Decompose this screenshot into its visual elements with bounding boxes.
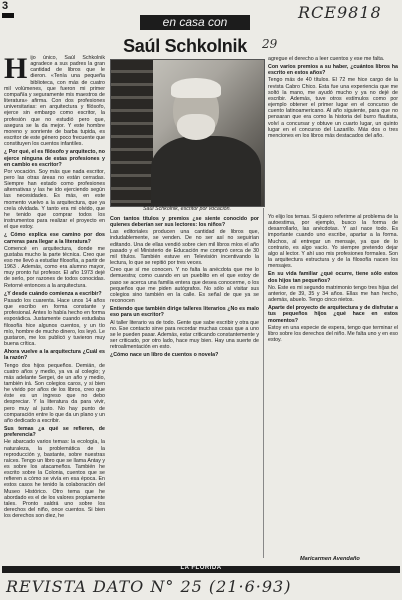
author-photo — [110, 59, 265, 207]
answer: Creo que sí me conocen. Y no falta la anécdota que me lo demuestra; como cuando en un pueblito en el que estoy de paso se acerca una familia entera que desea conocerme, o los pequeños que me piden autógrafos. No sólo al visitar sus colegios sino también en la calle. Es señal de que ya se reconocen — [110, 267, 259, 305]
question: ¿ Cómo explica ese camino por dos carreras para llegar a la literatura? — [4, 232, 105, 245]
answer: Tengo dos hijos pequeños. Demián, de cuatro años y medio, ya va al colegio; y más adelante Sergei, de un año y medio, también irá. Son colegios caros, y si bien he vivido por años de los libros, creo que éste es un ingreso que no debo despreciar. Y la literatura da para vivir, pero muy al justo. No hay punto de comparación entre lo que da un plano y un año dedicado a escribir. — [4, 362, 105, 424]
section-header: en casa con — [140, 15, 250, 30]
question: Entiendo que también dirige talleres literarios ¿No es malo eso para un escritor? — [110, 306, 259, 319]
headline: Saúl Schkolnik — [123, 36, 247, 56]
answer: Comencé en arquitectura, donde me gustaba mucho la parte técnica. Creo que eso me llevó a estudiar filosofía, a partir de 1963 . Además, como era alumno mayor, muy pronto fui profesor. El año 1973 dejé de serlo, por razones de todos conocidas. Retorné entonces a la arquitectura. — [4, 245, 105, 289]
question: ¿Cómo nace un libro de cuentos o novela? — [110, 352, 219, 359]
question: ¿Y desde cuándo comienza a escribir? — [4, 290, 102, 297]
corner-bar — [2, 13, 14, 18]
answer: Pasado los cuarenta. Hace unos 14 años que escribo en forma constante y profesional. Antes lo había hecho en forma esporádica. Justamente cuando estudiaba filosofía hice algunos cuentos, y un tío mío, hombre de mucho dinero, los leyó. Le gustaron, me los publicó y tuvieron muy buena crítica. — [4, 297, 105, 348]
column-divider — [263, 208, 264, 558]
article-column-right-lower — [268, 214, 398, 554]
answer: agregue el derecho a leer cuentos y ese me falta. — [268, 56, 385, 62]
question: ¿ Por qué, el es filósofo y arquitecto, no ejerce ninguna de estas profesiones y en cambio es escritor? — [4, 149, 105, 168]
answer: Por vocación. Soy más que nada escritor, pero las otras áreas no están cerradas. Siempre han estado como profesiones alternativas y las he ido ejerciendo según las necesidades. Es más, en este momento vuelvo a la arquitectura, que ya creía olvidada. Y tanto era mi olvido, que he tenido que comprar todos los instrumentos para realizar el proyecto en el que estoy. — [4, 168, 105, 231]
photo-caption: Saúl Schkolnik, escritor por vocación. — [142, 206, 232, 212]
article-column-left — [4, 55, 105, 563]
footer-label: LA FLORIDA — [180, 565, 222, 571]
bookshelf — [111, 60, 153, 206]
answer: Tengo más de 40 títulos. El 72 me hice cargo de la revista Cabro Chico. Esta fue una experiencia que me soltó la mano, me ayudó mucho y ya no dejé de escribir. Además, tuve otros estímulos como por ejemplo obtener el primer lugar en el concurso de cuento latinoamericano. Al año siguiente, para que no pensaran que era como la historia del burro flautista, volví a concursar y obtuve un cuarto lugar, un quinto lugar en el concurso del Lazarillo. Más dos o tres menciones en los libros más destacados del año. — [268, 77, 398, 139]
article-column-right-top — [268, 56, 398, 206]
question: En su vida familiar ¿qué ocurre, tiene sólo estos dos hijos tan pequeños? — [268, 271, 398, 284]
answer: Al taller literario va de todo. Gente que sabe escribir y otra que no. Ese contacto sirve para recordar muchas cosas que a uno se le pueden pasar. Además, estar criticando constantemente y ser criticado, por otro lado, hace muy bien. Hay una suerte de retroalimentación en esto. — [110, 319, 259, 351]
drop-cap: H — [4, 55, 28, 85]
question: Sus temas ¿a qué se refieren, de preferencia? — [4, 426, 105, 439]
handwritten-source: REVISTA DATO N° 25 (21·6·93) — [6, 577, 292, 596]
article-column-center-lower — [110, 214, 259, 564]
answer: Estoy en una especie de espera, tengo que terminar el libro sobre los derechos del niño. Me falta uno y en eso estoy. — [268, 324, 398, 343]
intro-paragraph — [4, 55, 105, 147]
answer: Las editoriales producen una cantidad de libros que, indudablemente, se venden. De no ser así no seguirían editando. Una de ellas vendió sobre cien mil libros míos el año pasado y el Ministerio de Educación me compró cerca de 30 mil títulos. También estuve en Televisión incentivando la lectura, lo que se repitió por tres veces. — [110, 229, 259, 267]
question: Ahora vuelve a la arquitectura ¿Cuál es la razón? — [4, 349, 105, 362]
handwritten-archive-code: RCE9818 — [298, 3, 382, 22]
intro-text: ijo único, Saúl Schkolnik agradece a sus padres la gran cantidad de libros que le dieron. «Tenía una pequeña biblioteca, con más de cuatro mil volúmenes, que fueron mi primer compañía y seguramente mis maestros de literatura» afirma. Con dos profesiones universitarias: en arquitectura y filósofo, ejerce sin embargo como escritor, la profesión que no estudió pero que, asegura se la da mejor. Y este hombre moreno y sonriente de barba tupida, es escritor de este género poco frecuente que constituyen los cuentos infantiles. — [4, 55, 105, 148]
page-number: 3 — [2, 0, 9, 12]
author-signature: Maricarmen Avendaño — [300, 556, 360, 562]
question: Aparte del proyecto de arquitectura y de disfrutar a tus pequeños hijos ¿qué hace en estos momentos? — [268, 305, 398, 324]
answer: No. Este es mi segundo matrimonio tengo tres hijas del anterior, de 39, 35 y 34 años. Ellas me han hecho, además, abuelo. Tengo cinco nietos. — [268, 284, 398, 304]
answer: He abarcado varios temas: la ecología, la naturaleza, la problemática de la reproducción y, bastante, sobre nuestras raíces. Tengo un libro que se llama Antay y es sobre los atacameños. También he escrito sobre la Colonia, cuentos que se refieren a cómo se vivía en esa época. En estos casos he tenido la colaboración del Museo Histórico. Otro tema que he abordado es el de los valores propiamente tales. Pronto saldrá uno sobre los derechos del niño, once cuentos. Si bien los derechos son diez, he — [4, 439, 105, 520]
question: Con tantos títulos y premios ¿se siente conocido por quienes deberían ser sus lectores: los niños? — [110, 216, 259, 229]
handwritten-number: 29 — [262, 37, 278, 51]
answer: Yo elijo los temas. Si quiero referirme al problema de la autoestima, por ejemplo, busco la forma de desarrollarlo, las anécdotas. Y así nace todo. Es importante cuando uno escribe, apartar a la forma. Muchos, al entregar un mensaje, ya que de lo contrario, es algo vacío. Yo siempre pretendo dejar algo al lector. Y ahí uso mis profesiones formales. Son la arquitectura estructura y de la filosofía nacen los mensajes. — [268, 214, 398, 270]
question: Con varios premios a su haber, ¿cuántos libros ha escrito en estos años? — [268, 64, 398, 77]
